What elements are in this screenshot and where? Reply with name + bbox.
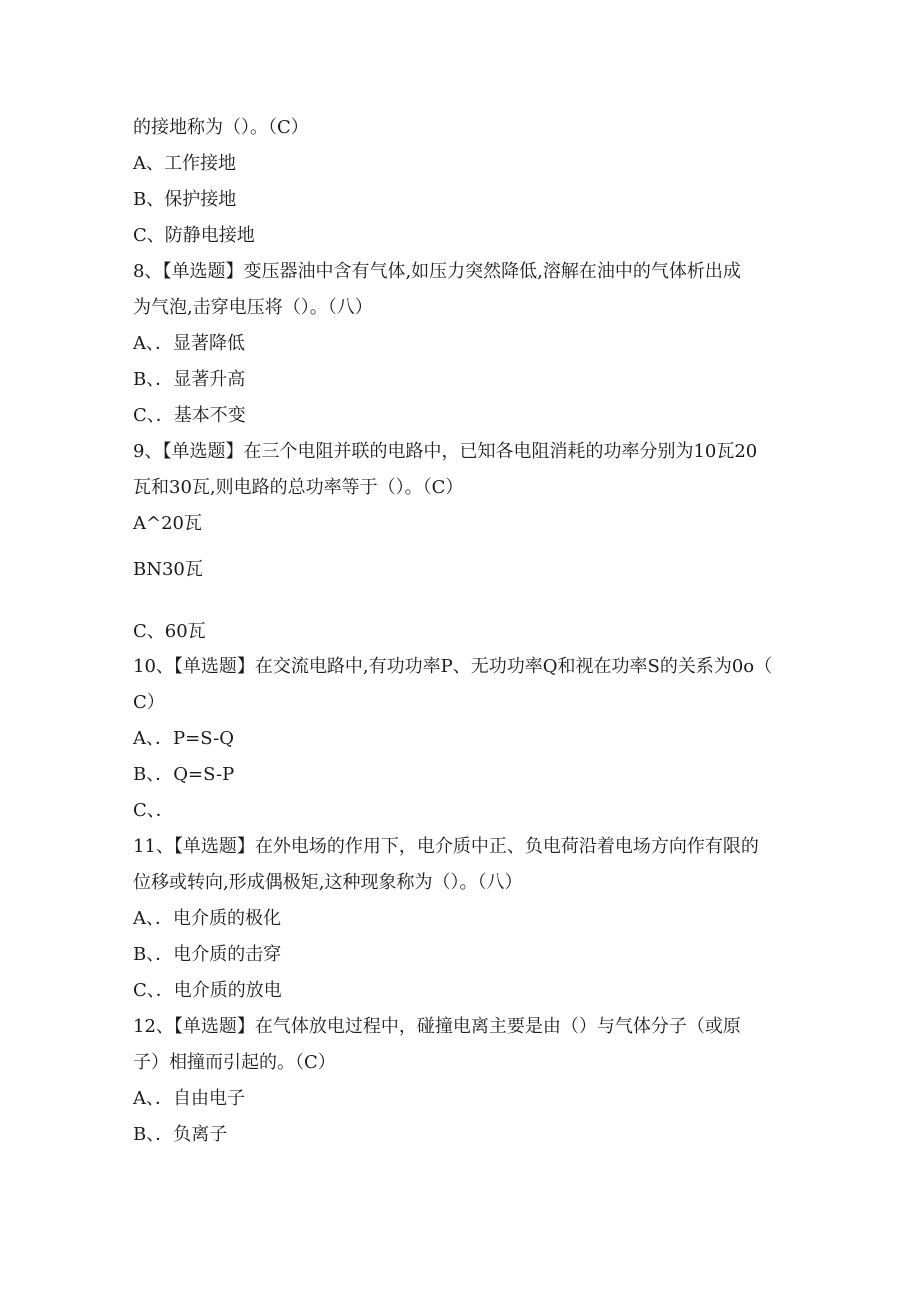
option-line: B、．电介质的击穿 xyxy=(133,944,282,965)
option-line: B、保护接地 xyxy=(133,189,237,210)
option-line: C、．基本不变 xyxy=(133,405,246,426)
option-line: C、．电介质的放电 xyxy=(133,980,282,1001)
option-line: A、工作接地 xyxy=(133,153,236,174)
option-line: C、． xyxy=(133,800,174,821)
option-line: BN30瓦 xyxy=(133,559,203,580)
question-11: 11、【单选题】在外电场的作用下，电介质中正、负电荷沿着电场方向作有限的 xyxy=(133,836,759,857)
option-line: A、．显著降低 xyxy=(133,333,245,354)
option-line: A、．自由电子 xyxy=(133,1088,245,1109)
question-8: 8、【单选题】变压器油中含有气体,如压力突然降低,溶解在油中的气体析出成 xyxy=(133,261,741,282)
question-10: 10、【单选题】在交流电路中,有功功率P、无功功率Q和视在功率S的关系为0o（ xyxy=(133,656,773,677)
option-line: C、60瓦 xyxy=(133,621,206,642)
option-line: B、．Q=S-P xyxy=(133,764,235,785)
option-line: B、．负离子 xyxy=(133,1124,228,1145)
question-9: 9、【单选题】在三个电阻并联的电路中，已知各电阻消耗的功率分别为10瓦20 xyxy=(133,441,758,462)
option-line: A、．P=S-Q xyxy=(133,728,235,749)
text-line: 为气泡,击穿电压将（）。（八） xyxy=(133,297,373,318)
option-line: B、．显著升高 xyxy=(133,369,246,390)
text-line: 的接地称为（）。（C） xyxy=(133,117,309,138)
option-line: C、防静电接地 xyxy=(133,225,255,246)
text-line: C） xyxy=(133,692,165,713)
text-line: 瓦和30瓦,则电路的总功率等于（）。（C） xyxy=(133,477,464,498)
option-line: A、．电介质的极化 xyxy=(133,908,281,929)
option-line: A^20瓦 xyxy=(133,513,202,534)
question-12: 12、【单选题】在气体放电过程中，碰撞电离主要是由（）与气体分子（或原 xyxy=(133,1016,741,1037)
text-line: 子）相撞而引起的。（C） xyxy=(133,1052,336,1073)
text-line: 位移或转向,形成偶极矩,这种现象称为（）。（八） xyxy=(133,872,523,893)
